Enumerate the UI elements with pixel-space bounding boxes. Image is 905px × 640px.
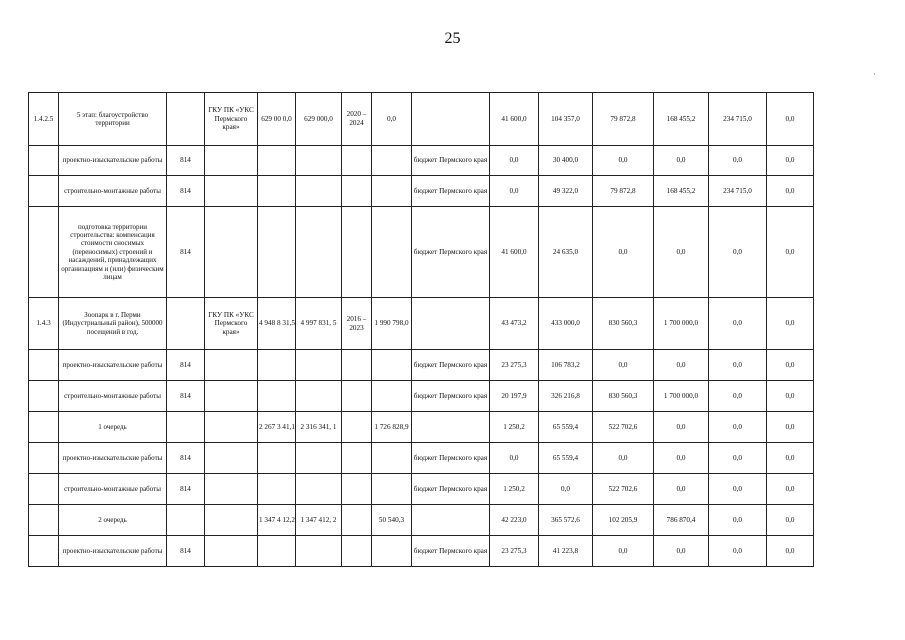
year-2-value-cell: 41 223,8 [539, 536, 593, 567]
executor-cell: ГКУ ПК «УКС Пермского края» [205, 93, 258, 146]
year-6-value-cell: 0,0 [767, 350, 814, 381]
row-number-cell [29, 443, 59, 474]
year-1-value-cell: 41 600,0 [490, 207, 539, 298]
estimated-cost-cell [296, 176, 342, 207]
code-cell: 814 [167, 176, 205, 207]
funded-cell [372, 146, 412, 176]
funding-source-cell: бюджет Пермского края [412, 176, 490, 207]
year-5-value-cell: 234 715,0 [709, 176, 767, 207]
row-number-cell [29, 474, 59, 505]
row-number-cell [29, 412, 59, 443]
code-cell: 814 [167, 146, 205, 176]
total-cost-cell [258, 207, 296, 298]
year-6-value-cell: 0,0 [767, 93, 814, 146]
year-1-value-cell: 41 600,0 [490, 93, 539, 146]
total-cost-cell [258, 536, 296, 567]
funded-cell [372, 381, 412, 412]
code-cell: 814 [167, 474, 205, 505]
period-cell [342, 412, 372, 443]
year-5-value-cell: 0,0 [709, 350, 767, 381]
table-row [29, 474, 814, 505]
year-1-value-cell: 0,0 [490, 443, 539, 474]
item-name-cell: 5 этап: благоустройство территории [59, 93, 167, 146]
year-6-value-cell: 0,0 [767, 412, 814, 443]
row-number-cell [29, 381, 59, 412]
year-3-value-cell: 830 560,3 [593, 381, 654, 412]
table-row [29, 146, 814, 176]
item-name-cell: 1 очередь [59, 412, 167, 443]
period-cell: 2020 – 2024 [342, 93, 372, 146]
year-3-value-cell: 522 702,6 [593, 474, 654, 505]
year-6-value-cell: 0,0 [767, 298, 814, 350]
page-number: 25 [444, 30, 461, 47]
year-2-value-cell: 365 572,6 [539, 505, 593, 536]
executor-cell [205, 381, 258, 412]
executor-cell [205, 207, 258, 298]
period-cell [342, 474, 372, 505]
funding-source-cell: бюджет Пермского края [412, 474, 490, 505]
year-3-value-cell: 522 702,6 [593, 412, 654, 443]
period-cell [342, 505, 372, 536]
period-cell [342, 146, 372, 176]
total-cost-cell [258, 350, 296, 381]
year-3-value-cell: 830 560,3 [593, 298, 654, 350]
year-6-value-cell: 0,0 [767, 381, 814, 412]
total-cost-cell [258, 443, 296, 474]
table-row [29, 443, 814, 474]
year-5-value-cell: 0,0 [709, 474, 767, 505]
item-name-cell: проектно-изыскательские работы [59, 146, 167, 176]
year-3-value-cell: 79 872,8 [593, 93, 654, 146]
year-6-value-cell: 0,0 [767, 536, 814, 567]
code-cell [167, 298, 205, 350]
executor-cell [205, 412, 258, 443]
year-1-value-cell: 1 250,2 [490, 412, 539, 443]
year-5-value-cell: 234 715,0 [709, 93, 767, 146]
funding-source-cell [412, 505, 490, 536]
year-1-value-cell: 42 223,0 [490, 505, 539, 536]
code-cell: 814 [167, 443, 205, 474]
table-body [29, 93, 814, 567]
year-6-value-cell: 0,0 [767, 505, 814, 536]
year-5-value-cell: 0,0 [709, 505, 767, 536]
estimated-cost-cell [296, 443, 342, 474]
year-6-value-cell: 0,0 [767, 146, 814, 176]
row-number-cell [29, 146, 59, 176]
funding-source-cell: бюджет Пермского края [412, 350, 490, 381]
funded-cell [372, 443, 412, 474]
funding-source-cell [412, 298, 490, 350]
year-2-value-cell: 326 216,8 [539, 381, 593, 412]
estimated-cost-cell: 4 997 831, 5 [296, 298, 342, 350]
year-4-value-cell: 1 700 000,0 [654, 298, 709, 350]
code-cell [167, 412, 205, 443]
year-4-value-cell: 168 455,2 [654, 93, 709, 146]
estimated-cost-cell [296, 207, 342, 298]
year-4-value-cell: 0,0 [654, 207, 709, 298]
year-5-value-cell: 0,0 [709, 443, 767, 474]
item-name-cell: проектно-изыскательские работы [59, 350, 167, 381]
executor-cell [205, 505, 258, 536]
year-4-value-cell: 0,0 [654, 350, 709, 381]
table-row [29, 412, 814, 443]
year-2-value-cell: 433 000,0 [539, 298, 593, 350]
year-5-value-cell: 0,0 [709, 381, 767, 412]
year-4-value-cell: 0,0 [654, 536, 709, 567]
row-number-cell: 1.4.2.5 [29, 93, 59, 146]
item-name-cell: строительно-монтажные работы [59, 381, 167, 412]
year-3-value-cell: 102 205,9 [593, 505, 654, 536]
period-cell [342, 207, 372, 298]
year-4-value-cell: 1 700 000,0 [654, 381, 709, 412]
period-cell [342, 443, 372, 474]
estimated-cost-cell [296, 146, 342, 176]
year-2-value-cell: 30 400,0 [539, 146, 593, 176]
funded-cell [372, 176, 412, 207]
period-cell [342, 350, 372, 381]
row-number-cell [29, 536, 59, 567]
table-row [29, 381, 814, 412]
year-3-value-cell: 79 872,8 [593, 176, 654, 207]
total-cost-cell: 2 267 3 41,1 [258, 412, 296, 443]
code-cell: 814 [167, 350, 205, 381]
year-3-value-cell: 0,0 [593, 350, 654, 381]
period-cell [342, 176, 372, 207]
year-4-value-cell: 0,0 [654, 412, 709, 443]
year-2-value-cell: 49 322,0 [539, 176, 593, 207]
executor-cell [205, 474, 258, 505]
year-1-value-cell: 1 250,2 [490, 474, 539, 505]
year-1-value-cell: 43 473,2 [490, 298, 539, 350]
total-cost-cell: 4 948 8 31,5 [258, 298, 296, 350]
funding-source-cell: бюджет Пермского края [412, 146, 490, 176]
item-name-cell: проектно-изыскательские работы [59, 536, 167, 567]
year-5-value-cell: 0,0 [709, 412, 767, 443]
year-1-value-cell: 23 275,3 [490, 536, 539, 567]
year-4-value-cell: 0,0 [654, 146, 709, 176]
table-row [29, 350, 814, 381]
scan-mark: · [873, 70, 876, 79]
year-2-value-cell: 65 559,4 [539, 412, 593, 443]
total-cost-cell [258, 176, 296, 207]
item-name-cell: 2 очередь [59, 505, 167, 536]
estimated-cost-cell [296, 474, 342, 505]
total-cost-cell [258, 381, 296, 412]
funded-cell [372, 474, 412, 505]
item-name-cell: строительно-монтажные работы [59, 176, 167, 207]
item-name-cell: подготовка территории строительства: компенсация стоимости сносимых (переносимых) строений и насаждений, принадлежащих организациям и (или) физическим лицам [59, 207, 167, 298]
budget-table [28, 92, 814, 567]
year-5-value-cell: 0,0 [709, 207, 767, 298]
executor-cell: ГКУ ПК «УКС Пермского края» [205, 298, 258, 350]
year-3-value-cell: 0,0 [593, 536, 654, 567]
table-row [29, 207, 814, 298]
estimated-cost-cell [296, 536, 342, 567]
year-1-value-cell: 0,0 [490, 146, 539, 176]
year-2-value-cell: 0,0 [539, 474, 593, 505]
funded-cell: 0,0 [372, 93, 412, 146]
year-3-value-cell: 0,0 [593, 146, 654, 176]
funded-cell: 1 726 828,9 [372, 412, 412, 443]
funding-source-cell: бюджет Пермского края [412, 443, 490, 474]
funding-source-cell [412, 412, 490, 443]
year-1-value-cell: 0,0 [490, 176, 539, 207]
table-row [29, 505, 814, 536]
item-name-cell: строительно-монтажные работы [59, 474, 167, 505]
year-5-value-cell: 0,0 [709, 536, 767, 567]
funded-cell: 1 990 798,0 [372, 298, 412, 350]
year-4-value-cell: 0,0 [654, 474, 709, 505]
year-1-value-cell: 23 275,3 [490, 350, 539, 381]
code-cell [167, 93, 205, 146]
code-cell: 814 [167, 207, 205, 298]
funding-source-cell: бюджет Пермского края [412, 381, 490, 412]
row-number-cell [29, 176, 59, 207]
funded-cell [372, 536, 412, 567]
year-4-value-cell: 0,0 [654, 443, 709, 474]
year-5-value-cell: 0,0 [709, 298, 767, 350]
period-cell [342, 536, 372, 567]
row-number-cell [29, 350, 59, 381]
table-row [29, 93, 814, 146]
total-cost-cell: 629 00 0,0 [258, 93, 296, 146]
row-number-cell [29, 505, 59, 536]
table-row [29, 536, 814, 567]
year-3-value-cell: 0,0 [593, 443, 654, 474]
code-cell: 814 [167, 381, 205, 412]
funded-cell: 50 540,3 [372, 505, 412, 536]
total-cost-cell: 1 347 4 12,2 [258, 505, 296, 536]
period-cell [342, 381, 372, 412]
estimated-cost-cell [296, 350, 342, 381]
total-cost-cell [258, 474, 296, 505]
year-1-value-cell: 20 197,9 [490, 381, 539, 412]
executor-cell [205, 146, 258, 176]
year-6-value-cell: 0,0 [767, 176, 814, 207]
year-2-value-cell: 24 635,0 [539, 207, 593, 298]
funded-cell [372, 207, 412, 298]
year-4-value-cell: 168 455,2 [654, 176, 709, 207]
year-2-value-cell: 106 783,2 [539, 350, 593, 381]
executor-cell [205, 443, 258, 474]
year-2-value-cell: 104 357,0 [539, 93, 593, 146]
executor-cell [205, 176, 258, 207]
year-6-value-cell: 0,0 [767, 443, 814, 474]
year-5-value-cell: 0,0 [709, 146, 767, 176]
year-6-value-cell: 0,0 [767, 474, 814, 505]
period-cell: 2016 – 2023 [342, 298, 372, 350]
year-3-value-cell: 0,0 [593, 207, 654, 298]
row-number-cell [29, 207, 59, 298]
funded-cell [372, 350, 412, 381]
code-cell: 814 [167, 536, 205, 567]
item-name-cell: проектно-изыскательские работы [59, 443, 167, 474]
funding-source-cell: бюджет Пермского края [412, 536, 490, 567]
executor-cell [205, 536, 258, 567]
executor-cell [205, 350, 258, 381]
estimated-cost-cell: 629 000,0 [296, 93, 342, 146]
estimated-cost-cell: 1 347 412, 2 [296, 505, 342, 536]
item-name-cell: Зоопарк в г. Перми (Индустриальный район), 500000 посещений в год. [59, 298, 167, 350]
year-6-value-cell: 0,0 [767, 207, 814, 298]
table-row [29, 298, 814, 350]
code-cell [167, 505, 205, 536]
total-cost-cell [258, 146, 296, 176]
estimated-cost-cell [296, 381, 342, 412]
row-number-cell: 1.4.3 [29, 298, 59, 350]
table-row [29, 176, 814, 207]
year-2-value-cell: 65 559,4 [539, 443, 593, 474]
year-4-value-cell: 786 870,4 [654, 505, 709, 536]
funding-source-cell: бюджет Пермского края [412, 207, 490, 298]
estimated-cost-cell: 2 316 341, 1 [296, 412, 342, 443]
funding-source-cell [412, 93, 490, 146]
